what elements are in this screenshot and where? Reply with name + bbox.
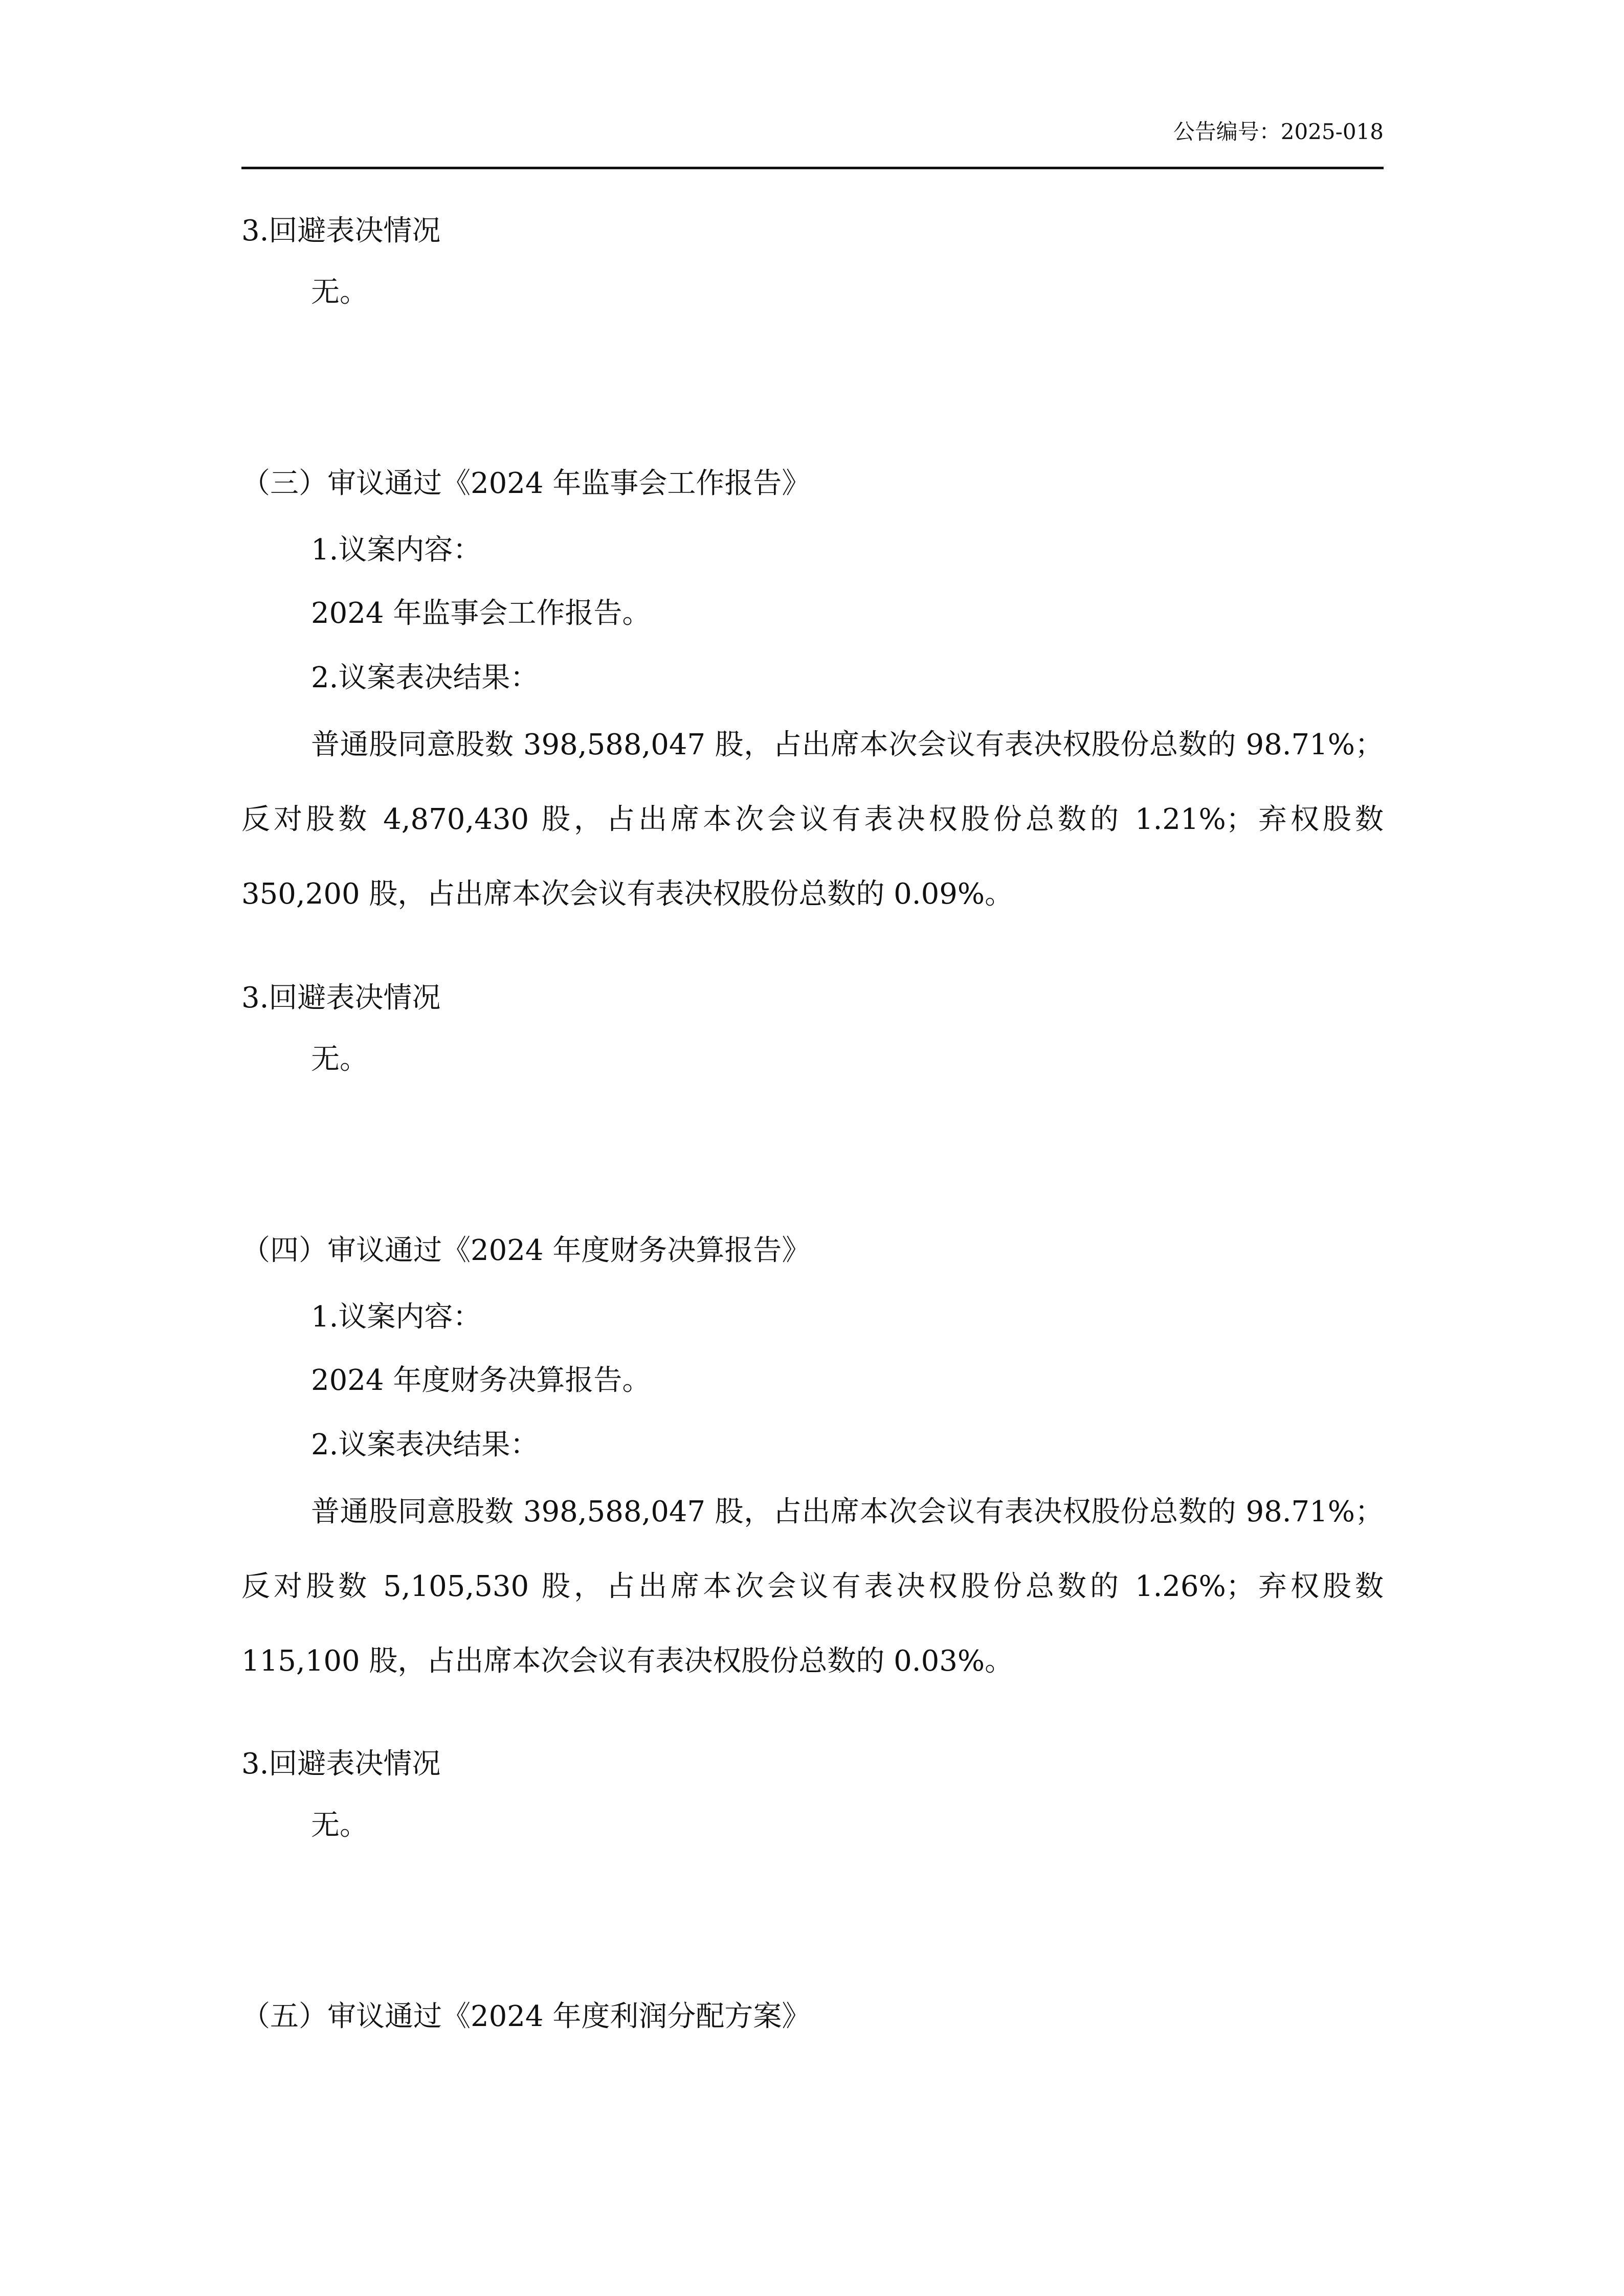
section-three-title: （三）审议通过《2024 年监事会工作报告》: [241, 467, 811, 500]
section-three-recusal-heading: 3.回避表决情况: [241, 981, 441, 1015]
section-four-result-text: 普通股同意股数 398,588,047 股，占出席本次会议有表决权股份总数的 98.71%；反对股数 5,105,530 股，占出席本次会议有表决权股份总数的 1.26%；弃权股数 115,100 股，占出席本次会议有表决权股份总数的 0.03%。: [241, 1495, 1384, 1678]
section-three-content-heading: 1.议案内容：: [311, 533, 482, 567]
section-four-content-text: 2024 年度财务决算报告。: [311, 1364, 651, 1397]
section-four-title: （四）审议通过《2024 年度财务决算报告》: [241, 1234, 811, 1267]
section-four-recusal-text: 无。: [311, 1809, 368, 1842]
section-four-recusal-heading: 3.回避表决情况: [241, 1747, 441, 1781]
section-four-result-heading: 2.议案表决结果：: [311, 1428, 539, 1461]
section-three-recusal-text: 无。: [311, 1043, 368, 1076]
section-three-result-heading: 2.议案表决结果：: [311, 661, 539, 694]
section-three-result-text: 普通股同意股数 398,588,047 股，占出席本次会议有表决权股份总数的 98.71%；反对股数 4,870,430 股，占出席本次会议有表决权股份总数的 1.21%；弃权股数 350,200 股，占出席本次会议有表决权股份总数的 0.09%。: [241, 728, 1384, 911]
section-four-content-heading: 1.议案内容：: [311, 1300, 482, 1334]
announcement-number: 公告编号：2025-018: [1173, 119, 1384, 144]
recusal-text: 无。: [311, 276, 368, 309]
header-divider: [241, 167, 1384, 169]
recusal-heading: 3.回避表决情况: [241, 214, 441, 247]
section-three-content-text: 2024 年监事会工作报告。: [311, 597, 651, 630]
section-five-title: （五）审议通过《2024 年度利润分配方案》: [241, 2000, 811, 2033]
